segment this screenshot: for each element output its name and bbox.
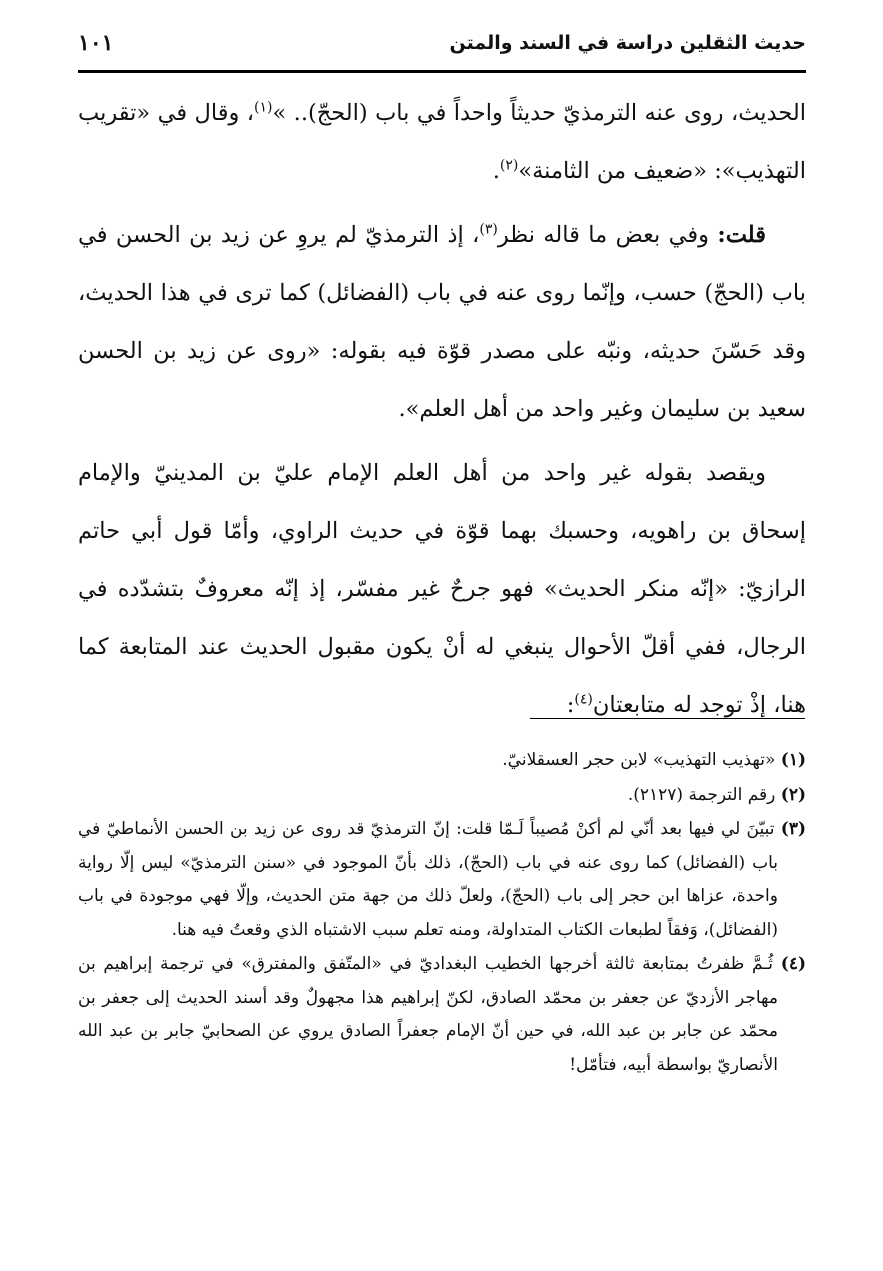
- running-title: حديث الثقلين دراسة في السند والمتن: [449, 32, 806, 54]
- footnote-2-text: رقم الترجمة (٢١٢٧).: [627, 784, 781, 805]
- paragraph-1: [78, 84, 806, 200]
- footnotes: [78, 744, 806, 1083]
- page-number: ١٠١: [78, 30, 114, 56]
- header-rule: [78, 70, 806, 73]
- footnote-separator: [530, 718, 805, 719]
- footnote-4-mark: (٤): [780, 954, 806, 974]
- footnote-1-text: «تهذيب التهذيب» لابن حجر العسقلانيّ.: [502, 750, 781, 770]
- running-header: [78, 30, 806, 74]
- footnote-4-text: ثُـمَّ ظفرتُ بمتابعة ثالثة أخرجها الخطيب البغداديّ في «المتّفق والمفترق» في ترجمة إبراهيم بن مهاجر الأزديّ عن جعفر بن محمّد الصادق، لكنّ إبراهيم هذا مجهولٌ وقد أسند الحديث إلى جعفر بن محمّد عن جابر بن عبد الله، في حين أنّ الإمام جعفراً الصادق يروي عن الصحابيّ جابر بن عبد الله الأنصاريّ بواسطة أبيه، فتأمّل!: [78, 954, 781, 1075]
- footnote-4: [78, 948, 806, 1082]
- p1-tail: ، وقال في «تقريب التهذيب»: «ضعيف من الثامنة»: [78, 100, 806, 184]
- footnote-ref-4: (٤): [574, 691, 593, 708]
- footnote-ref-2: (٢): [499, 157, 519, 174]
- p2-text-a: وفي بعض ما قاله نظر: [497, 222, 718, 248]
- p1-text: الحديث، روى عنه الترمذيّ حديثاً واحداً في باب (الحجّ).. »: [272, 100, 807, 126]
- main-text: [78, 84, 806, 734]
- footnote-2-mark: (٢): [780, 784, 806, 805]
- footnote-ref-3: (٣): [479, 221, 498, 238]
- p3-end: :: [566, 692, 575, 718]
- footnote-3-text: تبيّنَ لي فيها بعد أنّي لم أكنْ مُصيباً لَـمّا قلت: إنّ الترمذيّ قد روى عن زيد بن الحسن الأنماطيّ في باب (الفضائل) كما روى عنه في باب (الحجّ)، ذلك بأنّ الموجود في «سنن الترمذيّ» ليس إلّا رواية واحدة، عزاها ابن حجر إلى باب (الحجّ)، ولعلّ ذلك من جهة متن الحديث، وإلّا فهي موجودة في باب (الفضائل)، وَفقاً لطبعات الكتاب المتداولة، ومنه تعلم سبب الاشتباه الذي وقعتُ فيه هنا.: [78, 819, 781, 940]
- footnote-3-mark: (٣): [780, 819, 806, 839]
- paragraph-3: [78, 444, 806, 734]
- p1-end: .: [492, 158, 500, 184]
- p2-lead: قلت:: [717, 222, 767, 248]
- footnote-1: [78, 744, 806, 778]
- footnote-3: [78, 813, 806, 947]
- footnote-2: [78, 779, 806, 813]
- p3-text: ويقصد بقوله غير واحد من أهل العلم الإمام عليّ بن المدينيّ والإمام إسحاق بن راهويه، وحسبك بهما قوّة في حديث الراوي، وأمّا قول أبي حاتم الرازيّ: «إنّه منكر الحديث» فهو جرحٌ غير مفسّر، إذ إنّه معروفٌ بتشدّده في الرجال، ففي أقلّ الأحوال ينبغي له أنْ يكون مقبول الحديث عند المتابعة كما هنا، إذْ توجد له متابعتان: [78, 460, 806, 718]
- footnote-1-mark: (١): [780, 750, 806, 770]
- paragraph-2: [78, 206, 806, 438]
- p2-text-b: ، إذ الترمذيّ لم يروِ عن زيد بن الحسن في باب (الحجّ) حسب، وإنّما روى عنه في باب (الفضائل) كما ترى في هذا الحديث، وقد حَسّنَ حديثه، ونبّه على مصدر قوّة فيه بقوله: «روى عن زيد بن الحسن سعيد بن سليمان وغير واحد من أهل العلم».: [78, 222, 806, 422]
- footnote-ref-1: (١): [254, 99, 273, 116]
